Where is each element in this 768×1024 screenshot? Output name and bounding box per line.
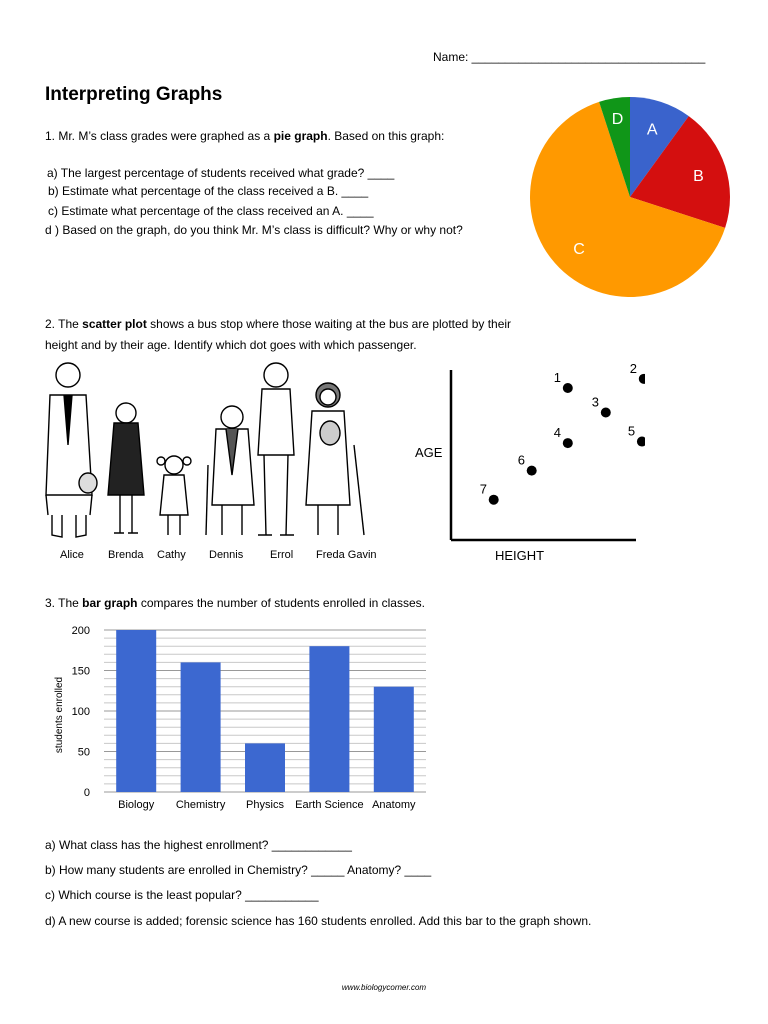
q1-d: d ) Based on the graph, do you think Mr. M’s class is difficult? Why or why not? [45,223,463,237]
pie-chart [530,95,730,300]
y-tick-label: 150 [71,665,90,678]
person-label-alice: Alice [60,549,84,561]
bar-chart [48,620,438,820]
dennis-figure [206,406,254,535]
cathy-figure [157,456,191,535]
q3-a: a) What class has the highest enrollment? ____________ [45,838,352,852]
scatter-label-1: 1 [553,370,562,386]
scatter-plot [405,360,645,570]
bar-earth-science [309,646,349,792]
person-label-freda-gavin: Freda Gavin [316,549,377,561]
bar-biology [116,630,156,792]
scatter-point-5 [637,437,645,447]
name-field[interactable]: Name: ___________________________________ [433,50,706,64]
q1-c: c) Estimate what percentage of the class received an A. ____ [48,204,374,218]
scatter-label-6: 6 [517,452,525,468]
bar-physics [245,743,285,792]
y-tick-label: 100 [71,706,90,718]
scatter-label-2: 2 [629,360,638,376]
scatter-label-4: 4 [553,425,562,441]
bar-chemistry [181,662,221,792]
y-tick-label: 0 [83,787,90,799]
freda-gavin-figure [306,383,364,535]
page-title: Interpreting Graphs [45,84,223,105]
y-tick-label: 200 [71,625,90,637]
q3-c: c) Which course is the least popular? ___________ [45,888,319,902]
scatter-point-3 [601,407,611,417]
x-axis-label: HEIGHT [495,548,545,563]
brenda-figure [108,403,144,533]
person-label-brenda: Brenda [108,549,144,561]
q2-intro: 2. The scatter plot shows a bus stop where those waiting at the bus are plotted by their height and by their age. Identify which dot goes with which passenger. [45,317,512,352]
q1-a: a) The largest percentage of students received what grade? ____ [47,166,395,180]
x-tick-label: Earth Science [295,799,364,811]
y-tick-label: 50 [77,746,90,759]
scatter-point-7 [489,495,499,505]
scatter-label-5: 5 [627,423,636,439]
y-axis-label: AGE [415,445,443,460]
scatter-label-7: 7 [479,481,487,497]
pie-label-a: A [646,121,658,139]
x-tick-label: Chemistry [175,799,226,811]
x-tick-label: Anatomy [372,799,416,811]
q3-b: b) How many students are enrolled in Chemistry? _____ Anatomy? ____ [45,863,432,877]
q3-intro: 3. The bar graph compares the number of students enrolled in classes. [45,596,425,610]
scatter-point-4 [563,438,573,448]
scatter-point-1 [563,383,573,393]
scatter-point-6 [527,466,537,476]
passenger-illustration [40,355,390,565]
pie-label-b: B [693,167,704,185]
person-label-errol: Errol [270,549,294,561]
q1-b: b) Estimate what percentage of the class received a B. ____ [48,184,369,198]
x-tick-label: Biology [118,799,155,811]
scatter-point-2 [639,374,645,384]
pie-label-d: D [611,110,624,128]
q1-intro: 1. Mr. M’s class grades were graphed as a pie graph. Based on this graph: [45,129,445,143]
x-tick-label: Physics [246,799,284,811]
q3-d: d) A new course is added; forensic science has 160 students enrolled. Add this bar to the graph shown. [45,914,592,928]
pie-label-c: C [573,240,585,258]
errol-figure [258,363,294,535]
y-axis-label: students enrolled [54,676,65,754]
bar-anatomy [374,687,414,792]
person-label-cathy: Cathy [157,549,186,561]
scatter-label-3: 3 [591,394,600,410]
person-label-dennis: Dennis [209,549,244,561]
alice-figure [46,363,97,537]
footer-url: www.biologycorner.com [341,983,427,992]
